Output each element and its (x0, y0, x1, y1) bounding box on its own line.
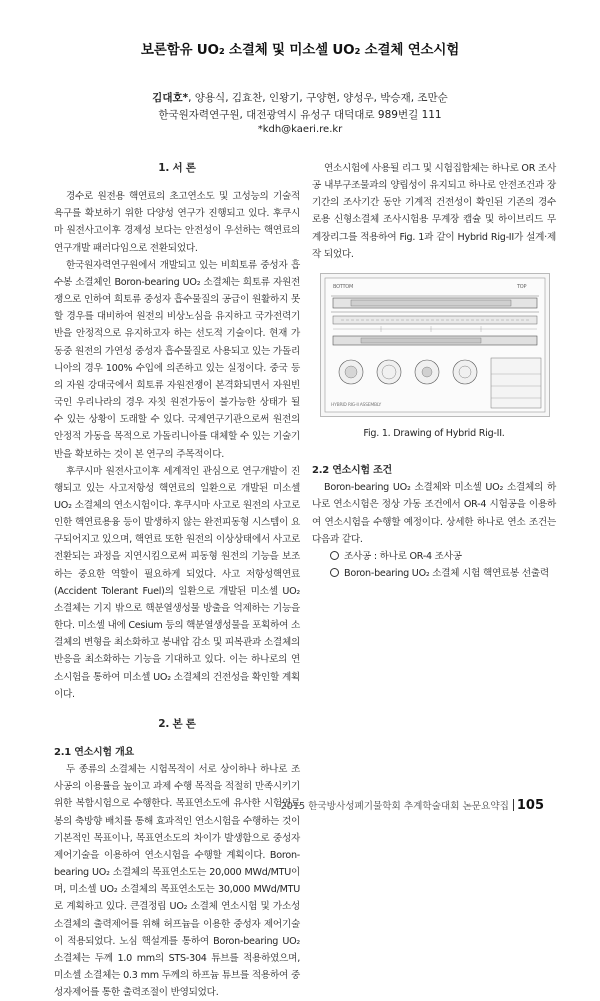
figure-label-top: TOP (517, 283, 527, 290)
figure-label-bottom: BOTTOM (333, 283, 354, 290)
footer-proceedings-title: 2015 한국방사성폐기물학회 추계학술대회 논문요약집 (280, 801, 509, 812)
contact-email: *kdh@kaeri.re.kr (257, 124, 343, 135)
bullet-item-2: Boron-bearing UO₂ 소결체 시험 핵연료봉 선출력 (312, 565, 556, 582)
subsection-heading-2-1: 2.1 연소시험 개요 (54, 747, 134, 758)
rig-drawing-svg (321, 274, 549, 416)
footer-separator (513, 799, 514, 811)
bullet-circle-icon (330, 568, 339, 577)
paper-title: 보론함유 UO₂ 소결체 및 미소셀 UO₂ 소결체 연소시험 (140, 42, 460, 58)
subsection-heading-2-2: 2.2 연소시험 조건 (312, 465, 392, 477)
page-number: 105 (516, 798, 544, 813)
co-authors: , 양용식, 김효찬, 인왕기, 구양현, 양성우, 박승재, 조만순 (188, 92, 448, 104)
section-heading-body: 2. 본 론 (158, 717, 196, 730)
section-heading-intro: 1. 서 론 (158, 162, 196, 174)
right-column (312, 160, 556, 582)
author-list (0, 90, 600, 105)
intro-paragraph-3: 후쿠시마 원전사고이후 세계적인 관심으로 연구개발이 진행되고 있는 사고저항성 핵연료의 일환으로 개발된 미소셀 UO₂ 소결체의 연소시험이다. 후쿠시마 사고로 원전의 사고로 인한 핵연료용융 등이 발생하지 않는 완전피동형 시스템이 요구되어지고 있으며, 핵연료 또한 원전의 이상상태에서 사고로 전환되는 과정을 지연시킴으로써 피동형 원전의 기능을 보조하는 중요한 역할이 필요하게 되었다. 사고 저항성핵연료(Accident Tolerant Fuel)의 일환으로 개발된 미소셀 UO₂ 소결체는 기지 밖으로 핵분열생성물 방출을 억제하는 기능을 한다. 미소셀 내에 Cesium 등의 핵분열생성물을 포획하여 소결체의 변형을 최소화하고 봉내압 감소 및 피복관과 소결체의 반응을 최소화하는 기능을 기대하고 있다. 이는 하나로의 연소시험을 통하여 미소셀 UO₂ 소결체의 건전성을 확인할 계획이다. (54, 465, 300, 700)
bullet-item-1: 조사공 : 하나로 OR-4 조사공 (312, 548, 556, 565)
figure-caption: Fig. 1. Drawing of Hybrid Rig-II. (363, 427, 505, 439)
intro-paragraph-1: 경수로 원전용 핵연료의 초고연소도 및 고성능의 기술적 욕구를 확보하기 위한 다양성 연구가 진행되고 있다. 후쿠시마 원전사고이후 경제성 보다는 안전성이 우선하는 핵연료의 연구개발 패러다임으로 전환되었다. (54, 191, 300, 254)
subsection-2-2-paragraph-1: Boron-bearing UO₂ 소결체와 미소셀 UO₂ 소결체의 하나로 연소시험은 정상 가동 조건에서 OR-4 시험공을 이용하여 연소시험을 수행할 예정이다. 상세한 하나로 연소 조건는 다음과 같다. (312, 482, 556, 545)
page-footer (281, 798, 544, 813)
bullet-circle-icon (330, 551, 339, 560)
left-column (54, 160, 300, 1001)
lead-author: 김대호* (152, 92, 189, 104)
subsection-2-1-paragraph-1: 두 종류의 소결체는 시험목적이 서로 상이하나 하나로 조사공의 이용률을 높이고 과제 수행 목적을 적절히 만족시키기 위한 복합시험으로 수행한다. 목표연소도에 유사한 시험연료봉의 축방향 배치를 통해 효과적인 연소시험을 수행하는 것이 기본적인 목표이나, 목표연소도의 차이가 발생함으로 중성자 제어기술을 이용하여 연소시험을 수행할 계획이다. Boron-bearing UO₂ 소결체의 목표연소도는 20,000 MWd/MTU이며, 미소셀 UO₂ 소결체의 목표연소도는 30,000 MWd/MTU로 계획하고 있다. 큰결정립 UO₂ 소결체 연소시험 및 가소성 소결체의 출력제어를 위해 허프늄을 이용한 중성자 제어기술이 적용되었다. 노심 핵설계를 통하여 Boron-bearing UO₂ 소결체는 두께 1.0 mm의 STS-304 튜브를 적용하였으며, 미소셀 소결체는 0.3 mm 두께의 하프늄 튜브를 적용하여 중성자제어를 통한 출력조절이 반영되었다. (54, 764, 300, 999)
figure-title-block-label: HYBRID RIG-II ASSEMBLY (331, 402, 381, 408)
subsection-2-1-paragraph-2: 연소시험에 사용될 리그 및 시험집합체는 하나로 OR 조사공 내부구조물과의 양립성이 유지되고 하나로 안전조건과 장기간의 조사기간 동안 기계적 건전성이 확인된 기존의 경수로용 신형소결체 조사시험용 무계장 캡슐 및 하이브리드 무계장리그를 적용하여 Fig. 1과 같이 Hybrid Rig-II가 설계·제작 되었다. (312, 163, 556, 260)
intro-paragraph-2: 한국원자력연구원에서 개발되고 있는 비희토류 중성자 흡수봉 소결체인 Boron-bearing UO₂ 소결체는 희토류 자원전쟁으로 인하여 희토류 중성자 흡수물질의 공급이 원활하지 못할 경우를 대비하여 원전의 비상노심을 유지하고 국가전력기반을 안정적으로 유지하고자 하는 선도적 기술이다. 현재 가동중 원전의 가연성 중성자 흡수물질로 사용되고 있는 가돌리니아의 경우 100% 수입에 의존하고 있는 실정이다. 중국 등의 자원 강대국에서 희토류 자원전쟁이 본격화되면서 자원빈국인 우리나라의 경우 자칫 원전가동이 불가능한 상태가 될 수 있는 상황이 도래할 수 있다. 국제연구기관으로써 원전의 안정적 가동을 목적으로 가돌리니아를 대체할 수 있는 기술기반을 확보하는 것이 본 연구의 주목적이다. (54, 259, 300, 460)
figure-hybrid-rig-drawing (320, 273, 550, 417)
affiliation: 한국원자력연구원, 대전광역시 유성구 대덕대로 989번길 111 (158, 109, 442, 121)
